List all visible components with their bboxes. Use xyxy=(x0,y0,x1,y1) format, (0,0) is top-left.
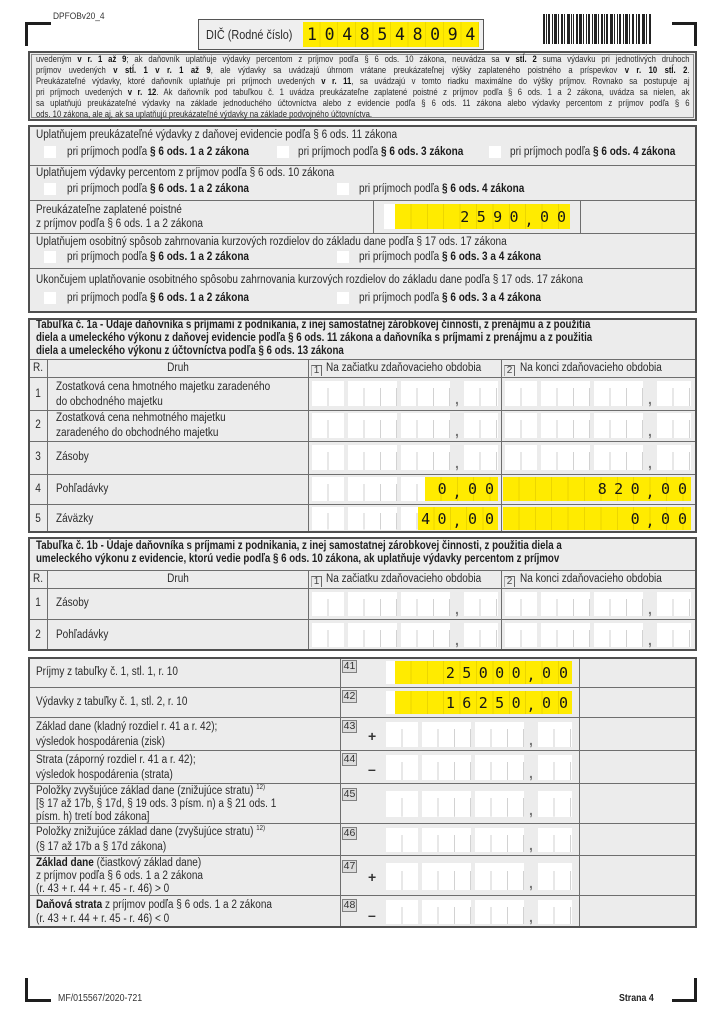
insurance-label: Preukázateľne zaplatené poistné xyxy=(36,204,182,216)
checkbox-fx-apply-par6-1-2[interactable] xyxy=(44,251,56,263)
decimal-separator: , xyxy=(524,211,534,229)
amount-field-end[interactable] xyxy=(505,507,696,530)
column-header-start: Na začiatku zdaňovacieho obdobia xyxy=(326,573,482,585)
instruction-note xyxy=(28,51,697,121)
amount-integer: 16250 xyxy=(445,693,528,712)
divider xyxy=(28,717,697,718)
amount-field-start[interactable] xyxy=(312,477,503,501)
divider xyxy=(308,359,309,533)
divider xyxy=(47,359,48,533)
row-label: Zostatková cena hmotného majetku zaradeného xyxy=(56,381,271,393)
divider xyxy=(28,750,697,751)
column-header-end: Na konci zdaňovacieho obdobia xyxy=(520,362,662,374)
amount-field-r47[interactable] xyxy=(386,863,572,890)
column-header-druh: Druh xyxy=(167,573,189,585)
amount-integer: 0 xyxy=(437,480,454,498)
column-header-r: R. xyxy=(32,573,44,585)
divider xyxy=(580,200,581,233)
evidence-title: Uplatňujem preukázateľné výdavky z daňovej evidencie podľa § 6 ods. 11 zákona xyxy=(36,129,398,141)
amount-integer: 820 xyxy=(597,480,647,498)
divider xyxy=(47,570,48,651)
divider xyxy=(28,359,697,360)
row-label: Strata (záporný rozdiel r. 41 a r. 42); xyxy=(36,754,196,766)
divider xyxy=(28,233,697,234)
table-title: diela a umeleckého výkonu z účtovníctva podľa § 6 ods. 13 zákona xyxy=(36,345,344,357)
corner-mark-bottom-right xyxy=(694,978,697,1002)
decimal-separator: , xyxy=(455,391,459,407)
amount-decimal: 00 xyxy=(661,480,696,498)
checkbox-percent-par6-4[interactable] xyxy=(337,183,349,195)
row-number: 5 xyxy=(35,513,41,525)
row-label: zaradeného do obchodného majetku xyxy=(56,427,219,439)
row-label: Daňová strata z príjmov podľa § 6 ods. 1 a 2 zákona xyxy=(36,899,272,911)
row-number-box: 44 xyxy=(343,753,356,765)
row-label: Príjmy z tabuľky č. 1, stĺ. 1, r. 10 xyxy=(36,666,178,678)
amount-integer: 25000 xyxy=(445,663,528,682)
amount-field-end[interactable] xyxy=(505,592,691,616)
column-number: 2 xyxy=(504,576,515,587)
table-title: diela a umeleckého výkonu z daňovej evidencie podľa § 6 ods. 11 zákona a daňovníka s príjmami z prenájmu a z použitia xyxy=(36,332,593,344)
fx-apply-title: Uplatňujem osobitný spôsob zahrnovania kurzových rozdielov do základu dane podľa § 17 ods. 17 zákona xyxy=(36,236,507,248)
amount-decimal: 00 xyxy=(661,509,696,528)
divider xyxy=(308,570,309,651)
note-line: ods. 10 zákona, ale aj, ak sa uplatňujú preukázateľné výdavky na základe podvojného účtovníctva. xyxy=(36,108,373,119)
row-label: (r. 43 + r. 44 + r. 45 - r. 46) > 0 xyxy=(36,883,170,895)
row-label: Zásoby xyxy=(56,451,89,463)
divider xyxy=(28,895,697,896)
decimal-separator: , xyxy=(648,423,652,439)
row-label: Položky zvyšujúce základ dane (znižujúce stratu) $^{12)}$ xyxy=(36,784,266,797)
amount-field-r44[interactable] xyxy=(386,755,572,780)
decimal-separator: , xyxy=(526,666,536,684)
row-label: výsledok hospodárenia (strata) xyxy=(36,769,173,781)
row-label: [§ 17 až 17b, § 17d, § 19 ods. 3 písm. n) a § 21 ods. 1 xyxy=(36,798,277,810)
document-id: MF/015567/2020-721 xyxy=(58,993,143,1004)
divider xyxy=(340,657,341,928)
column-number: 2 xyxy=(504,365,515,376)
divider xyxy=(28,268,697,269)
note-line: pri príjmoch uvedených v r. 12. Ak daňovník pod tabuľkou č. 1 uvádza preukázateľne zaplatené poistné z príjmov podľa § 6 ods. 1 a 2 zákona, uvádza sa nielen, ak xyxy=(36,86,690,97)
dic-value: 1048548094 xyxy=(307,25,483,44)
decimal-separator: , xyxy=(648,632,652,648)
dic-label: DIČ (Rodné číslo) xyxy=(206,28,293,42)
checkbox-evidence-par6-4[interactable] xyxy=(489,146,501,158)
corner-mark-top-left xyxy=(25,22,51,25)
table-1b xyxy=(28,537,697,651)
decimal-separator: , xyxy=(529,802,533,818)
row-label: Položky znižujúce základ dane (zvyšujúce stratu) $^{12)}$ xyxy=(36,825,266,838)
decimal-separator: , xyxy=(529,875,533,891)
row-label: Základ dane (čiastkový základ dane) xyxy=(36,857,202,869)
amount-field-r41[interactable] xyxy=(386,661,577,684)
decimal-separator: , xyxy=(648,601,652,617)
decimal-separator: , xyxy=(648,455,652,471)
amount-decimal: 00 xyxy=(468,480,503,498)
column-header-r: R. xyxy=(32,362,44,374)
row-number-box: 42 xyxy=(343,690,356,702)
row-label: Zásoby xyxy=(56,597,89,609)
decimal-separator: , xyxy=(452,512,462,530)
plus-sign: + xyxy=(368,869,377,885)
percent-title: Uplatňujem výdavky percentom z príjmov podľa § 6 ods. 10 zákona xyxy=(36,167,335,179)
amount-field-end[interactable] xyxy=(505,413,691,438)
row-number-box: 47 xyxy=(343,860,356,872)
divider xyxy=(501,570,502,651)
amount-field-start[interactable] xyxy=(312,592,498,616)
column-number: 1 xyxy=(311,365,322,376)
insurance-amount-field[interactable] xyxy=(384,204,575,229)
amount-field-start[interactable] xyxy=(312,623,498,647)
row-label: Základ dane (kladný rozdiel r. 41 a r. 42); xyxy=(36,721,218,733)
dic-box xyxy=(198,19,484,50)
row-label: výsledok hospodárenia (zisk) xyxy=(36,736,166,748)
row-label: z príjmov podľa § 6 ods. 1 a 2 zákona xyxy=(36,870,203,882)
minus-sign: – xyxy=(368,907,376,923)
option-label: pri príjmoch podľa § 6 ods. 3 a 4 zákona xyxy=(359,251,541,263)
note-line: príjmov uvedených v stĺ. 1 v r. 1 až 9, ale výdavky sa uvádzajú úhrnom vrátane preukázateľnej výšky zaplateného poistného a príspevkov v r. 10 stĺ. 2. xyxy=(36,64,690,75)
decimal-separator: , xyxy=(645,512,655,530)
decimal-separator: , xyxy=(526,696,536,714)
amount-field-r46[interactable] xyxy=(386,828,572,852)
divider xyxy=(28,823,697,824)
option-label: pri príjmoch podľa § 6 ods. 1 a 2 zákona xyxy=(67,292,249,304)
summary-section xyxy=(28,657,697,928)
checkbox-fx-end-par6-1-2[interactable] xyxy=(44,292,56,304)
option-label: pri príjmoch podľa § 6 ods. 1 a 2 zákona xyxy=(67,251,249,263)
amount-field-r43[interactable] xyxy=(386,722,572,747)
decimal-separator: , xyxy=(529,909,533,925)
divider xyxy=(501,359,502,533)
amount-decimal: 00 xyxy=(542,693,577,712)
decimal-separator: , xyxy=(645,483,655,501)
row-number: 3 xyxy=(35,451,41,463)
amount-field-start[interactable] xyxy=(312,381,498,406)
insurance-label: z príjmov podľa § 6 ods. 1 a 2 zákona xyxy=(36,218,203,230)
barcode-icon xyxy=(543,14,653,44)
column-header-druh: Druh xyxy=(167,362,189,374)
amount-decimal: 00 xyxy=(468,509,503,528)
checkbox-evidence-par6-1-2[interactable] xyxy=(44,146,56,158)
amount-integer: 2590 xyxy=(460,207,526,226)
table-title: Tabuľka č. 1a - Údaje daňovníka s príjmami z podnikania, z inej samostatnej zárobkovej činnosti, z prenájmu a z použitia xyxy=(36,319,591,331)
row-number: 4 xyxy=(35,483,41,495)
checkbox-fx-end-par6-3-4[interactable] xyxy=(337,292,349,304)
decimal-separator: , xyxy=(529,765,533,781)
option-label: pri príjmoch podľa § 6 ods. 3 a 4 zákona xyxy=(359,292,541,304)
decimal-separator: , xyxy=(455,632,459,648)
amount-field-r42[interactable] xyxy=(386,691,577,714)
divider xyxy=(28,200,697,201)
divider xyxy=(373,200,374,233)
divider xyxy=(28,619,697,620)
row-label: Zostatková cena nehmotného majetku xyxy=(56,412,226,424)
divider xyxy=(579,657,580,928)
note-line: sa uplatňujú preukázateľné výdavky na základe jednoduchého účtovníctva alebo z evidencie podľa § 6 ods. 11 zákona alebo výdavky percentom z príjmov podľa § 6 xyxy=(36,97,690,108)
row-label: Výdavky z tabuľky č. 1, stĺ. 2, r. 10 xyxy=(36,696,188,708)
row-label: Pohľadávky xyxy=(56,483,109,495)
row-number: 2 xyxy=(35,419,41,431)
decimal-separator: , xyxy=(455,455,459,471)
corner-mark-top-left xyxy=(25,22,28,46)
amount-integer: 40 xyxy=(421,509,454,528)
amount-field-start[interactable] xyxy=(312,413,498,438)
plus-sign: + xyxy=(368,728,377,744)
row-number-box: 46 xyxy=(343,827,356,839)
option-label: pri príjmoch podľa § 6 ods. 4 zákona xyxy=(359,183,525,195)
table-title: umeleckého výkonu z evidencie, ktorú vedie podľa § 6 ods. 10 zákona, ak uplatňuje výdavky percentom z príjmov xyxy=(36,553,560,565)
note-line: uvedeným v r. 1 až 9; ak daňovník uplatňuje výdavky percentom z príjmov podľa § 6 ods. 10 zákona, neuvádza sa v stĺ. 2 suma výdavku pri jednotlivých druhoch xyxy=(36,53,690,64)
amount-decimal: 00 xyxy=(542,663,577,682)
decimal-separator: , xyxy=(648,391,652,407)
divider xyxy=(28,588,697,589)
table-1a xyxy=(28,318,697,533)
row-number-box: 45 xyxy=(343,788,356,800)
corner-mark-bottom-left xyxy=(25,999,51,1002)
option-label: pri príjmoch podľa § 6 ods. 4 zákona xyxy=(510,146,676,158)
divider xyxy=(28,504,697,505)
amount-field-end[interactable] xyxy=(505,445,691,470)
amount-field-r45[interactable] xyxy=(386,791,572,817)
corner-mark-top-right xyxy=(694,22,697,46)
checkbox-evidence-par6-3[interactable] xyxy=(277,146,289,158)
decimal-separator: , xyxy=(529,837,533,853)
amount-field-end[interactable] xyxy=(505,623,691,647)
divider xyxy=(28,377,697,378)
option-label: pri príjmoch podľa § 6 ods. 1 a 2 zákona xyxy=(67,183,249,195)
form-code: DPFOBv20_4 xyxy=(53,11,105,22)
row-number: 1 xyxy=(35,597,41,609)
amount-field-start[interactable] xyxy=(312,507,503,530)
amount-decimal: 00 xyxy=(540,207,575,226)
column-header-end: Na konci zdaňovacieho obdobia xyxy=(520,573,662,585)
expenses-section xyxy=(28,125,697,313)
row-number-box: 43 xyxy=(343,720,356,732)
row-label: Záväzky xyxy=(56,513,94,525)
amount-integer: 0 xyxy=(630,509,647,528)
decimal-separator: , xyxy=(455,601,459,617)
table-title: Tabuľka č. 1b - Údaje daňovníka s príjmami z podnikania, z inej samostatnej zárobkovej činnosti, z použitia diela a xyxy=(36,540,562,552)
amount-field-end[interactable] xyxy=(505,381,691,406)
row-number: 1 xyxy=(35,388,41,400)
amount-field-start[interactable] xyxy=(312,445,498,470)
dic-field[interactable] xyxy=(303,22,483,47)
row-label: (§ 17 až 17b a § 17d zákona) xyxy=(36,841,167,853)
divider xyxy=(28,441,697,442)
fx-end-title: Ukončujem uplatňovanie osobitného spôsobu zahrnovania kurzových rozdielov do základu dane podľa § 17 ods. 17 zákona xyxy=(36,274,583,286)
row-label: do obchodného majetku xyxy=(56,396,163,408)
option-label: pri príjmoch podľa § 6 ods. 3 zákona xyxy=(298,146,464,158)
row-number-box: 41 xyxy=(343,660,356,672)
row-label: písm. h) tretí bod zákona] xyxy=(36,811,150,823)
note-line: Preukázateľné výdavky, ktoré daňovník uplatňuje pri príjmoch uvedených v r. 11, sa uvádzajú v tomto riadku maximálne do výšky príjmov. Rovnako sa postupuje aj xyxy=(36,75,690,86)
divider xyxy=(28,687,697,688)
divider xyxy=(28,474,697,475)
column-header-start: Na začiatku zdaňovacieho obdobia xyxy=(326,362,482,374)
amount-field-r48[interactable] xyxy=(386,900,572,924)
amount-field-end[interactable] xyxy=(505,477,696,501)
column-number: 1 xyxy=(311,576,322,587)
decimal-separator: , xyxy=(452,483,462,501)
checkbox-fx-apply-par6-3-4[interactable] xyxy=(337,251,349,263)
decimal-separator: , xyxy=(455,423,459,439)
decimal-separator: , xyxy=(529,732,533,748)
row-number-box: 48 xyxy=(343,899,356,911)
row-label: Pohľadávky xyxy=(56,629,109,641)
checkbox-percent-par6-1-2[interactable] xyxy=(44,183,56,195)
row-number: 2 xyxy=(35,629,41,641)
minus-sign: – xyxy=(368,761,376,777)
page-number: Strana 4 xyxy=(619,993,654,1004)
divider xyxy=(28,570,697,571)
option-label: pri príjmoch podľa § 6 ods. 1 a 2 zákona xyxy=(67,146,249,158)
row-label: (r. 43 + r. 44 + r. 45 - r. 46) < 0 xyxy=(36,913,170,925)
